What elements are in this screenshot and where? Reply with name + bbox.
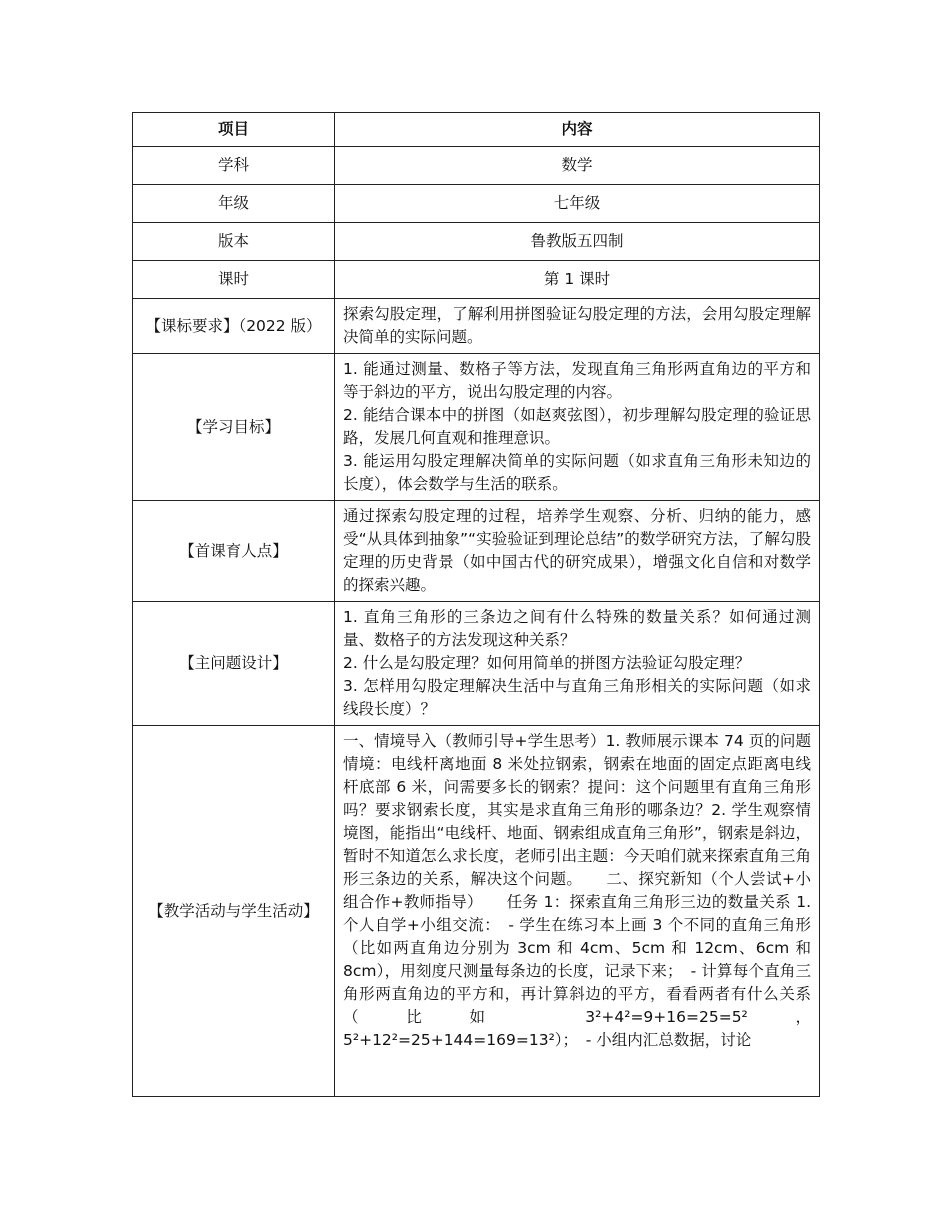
table-header-row — [133, 113, 820, 147]
row-value: 第 1 课时 — [335, 261, 820, 299]
questions-value — [335, 602, 820, 726]
table-row — [133, 261, 820, 299]
question-item: 1. 直角三角形的三条边之间有什么特殊的数量关系？如何通过测量、数格子的方法发现这种关系？ — [343, 608, 811, 649]
questions-key: 【主问题设计】 — [133, 602, 335, 726]
row-key: 学科 — [133, 147, 335, 185]
activities-row — [133, 726, 820, 1097]
objectives-row — [133, 354, 820, 501]
activities-value — [335, 726, 820, 1097]
header-item: 项目 — [133, 113, 335, 147]
objective-item: 2. 能结合课本中的拼图（如赵爽弦图），初步理解勾股定理的验证思路，发展几何直观和推理意识。 — [343, 406, 811, 447]
row-value: 鲁教版五四制 — [335, 223, 820, 261]
table-row — [133, 223, 820, 261]
objectives-key: 【学习目标】 — [133, 354, 335, 501]
row-value: 数学 — [335, 147, 820, 185]
objective-item: 3. 能运用勾股定理解决简单的实际问题（如求直角三角形未知边的长度），体会数学与生活的联系。 — [343, 452, 811, 493]
row-key: 年级 — [133, 185, 335, 223]
questions-row — [133, 602, 820, 726]
education-row — [133, 501, 820, 602]
education-key: 【首课育人点】 — [133, 501, 335, 602]
objective-item: 1. 能通过测量、数格子等方法，发现直角三角形两直角边的平方和等于斜边的平方，说出勾股定理的内容。 — [343, 360, 811, 401]
row-key: 课时 — [133, 261, 335, 299]
question-item: 2. 什么是勾股定理？如何用简单的拼图方法验证勾股定理？ — [343, 654, 751, 672]
table-row — [133, 147, 820, 185]
objectives-value — [335, 354, 820, 501]
row-key: 版本 — [133, 223, 335, 261]
standard-key: 【课标要求】（2022 版） — [133, 299, 335, 354]
header-content: 内容 — [335, 113, 820, 147]
education-value: 通过探索勾股定理的过程，培养学生观察、分析、归纳的能力，感受“从具体到抽象”“实验验证到理论总结”的数学研究方法，了解勾股定理的历史背景（如中国古代的研究成果），增强文化自信和对数学的探索兴趣。 — [335, 501, 820, 602]
table-row — [133, 185, 820, 223]
row-value: 七年级 — [335, 185, 820, 223]
standard-value: 探索勾股定理，了解利用拼图验证勾股定理的方法，会用勾股定理解决简单的实际问题。 — [335, 299, 820, 354]
standard-row — [133, 299, 820, 354]
lesson-plan-table — [132, 112, 820, 1097]
question-item: 3. 怎样用勾股定理解决生活中与直角三角形相关的实际问题（如求线段长度）？ — [343, 677, 811, 718]
activities-text: 一、情境导入（教师引导+学生思考）1. 教师展示课本 74 页的问题情境：电线杆离地面 8 米处拉钢索，钢索在地面的固定点距离电线杆底部 6 米，问需要多长的钢索？提问：这个问题里有直角三角形吗？要求钢索长度，其实是求直角三角形的哪条边？2. 学生观察情境图，能指出“电线杆、地面、钢索组成直角三角形”，钢索是斜边，暂时不知道怎么求长度，老师引出主题：今天咱们就来探索直角三角形三条边的关系，解决这个问题。 二、探究新知（个人尝试+小组合作+教师指导） 任务 1：探索直角三角形三边的数量关系 1. 个人自学+小组交流： - 学生在练习本上画 3 个不同的直角三角形（比如两直角边分别为 3cm 和 4cm、5cm 和 12cm、6cm 和 8cm），用刻度尺测量每条边的长度，记录下来； - 计算每个直角三角形两直角边的平方和，再计算斜边的平方，看看两者有什么关系（比如 3²+4²=9+16=25=5²，5²+12²=25+144=169=13²）； - 小组内汇总数据，讨论 — [343, 732, 811, 1049]
activities-key: 【教学活动与学生活动】 — [133, 726, 335, 1097]
